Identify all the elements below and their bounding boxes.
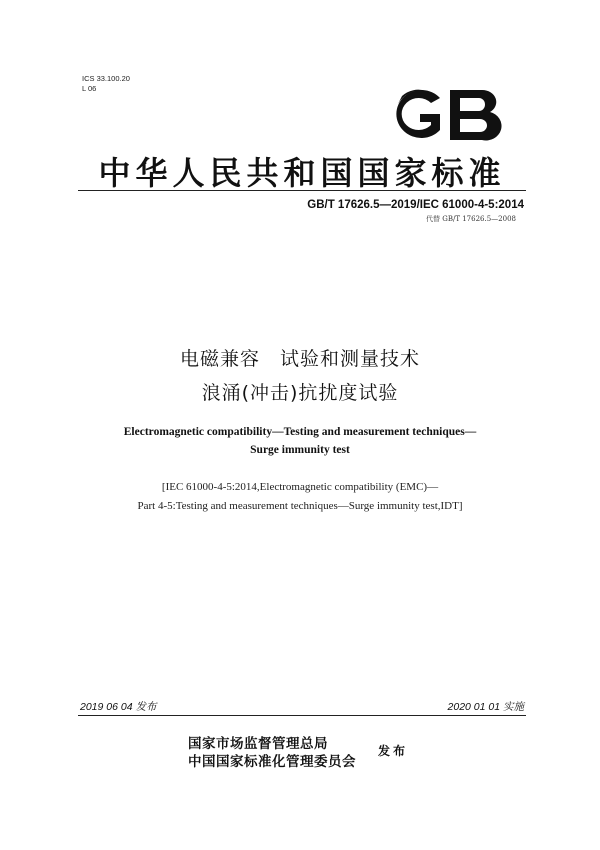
issue-date: 2019 06 04 发布 bbox=[80, 701, 157, 713]
iec-reference-line1: [IEC 61000-4-5:2014,Electromagnetic compatibility (EMC)— bbox=[161, 481, 439, 493]
footer-divider bbox=[78, 715, 526, 716]
standard-number: GB/T 17626.5—2019/IEC 61000-4-5:2014 bbox=[307, 199, 524, 211]
chinese-title-line2: 浪涌(冲击)抗扰度试验 bbox=[201, 382, 399, 404]
national-standard-title: 中华人民共和国国家标准 bbox=[98, 154, 506, 192]
issuer-samr: 国家市场监督管理总局 bbox=[188, 736, 328, 752]
iec-reference-line2: Part 4-5:Testing and measurement techniques—Surge immunity test,IDT] bbox=[137, 500, 463, 512]
english-title-line1: Electromagnetic compatibility—Testing and measurement techniques— bbox=[123, 426, 477, 438]
ics-class: L 06 bbox=[82, 84, 97, 93]
gb-logo-icon bbox=[382, 84, 510, 146]
ics-code: ICS 33.100.20 bbox=[82, 74, 130, 83]
header-divider bbox=[78, 190, 526, 191]
publish-label: 发布 bbox=[378, 744, 409, 758]
ics-block bbox=[82, 74, 130, 94]
implementation-date: 2020 01 01 实施 bbox=[447, 701, 524, 713]
chinese-title-line1: 电磁兼容 试验和测量技术 bbox=[179, 348, 420, 370]
english-title-line2: Surge immunity test bbox=[250, 444, 350, 456]
issuer-sac: 中国国家标准化管理委员会 bbox=[188, 754, 356, 770]
gb-logo bbox=[382, 84, 510, 146]
replaces-standard: 代替 GB/T 17626.5—2008 bbox=[426, 215, 516, 223]
